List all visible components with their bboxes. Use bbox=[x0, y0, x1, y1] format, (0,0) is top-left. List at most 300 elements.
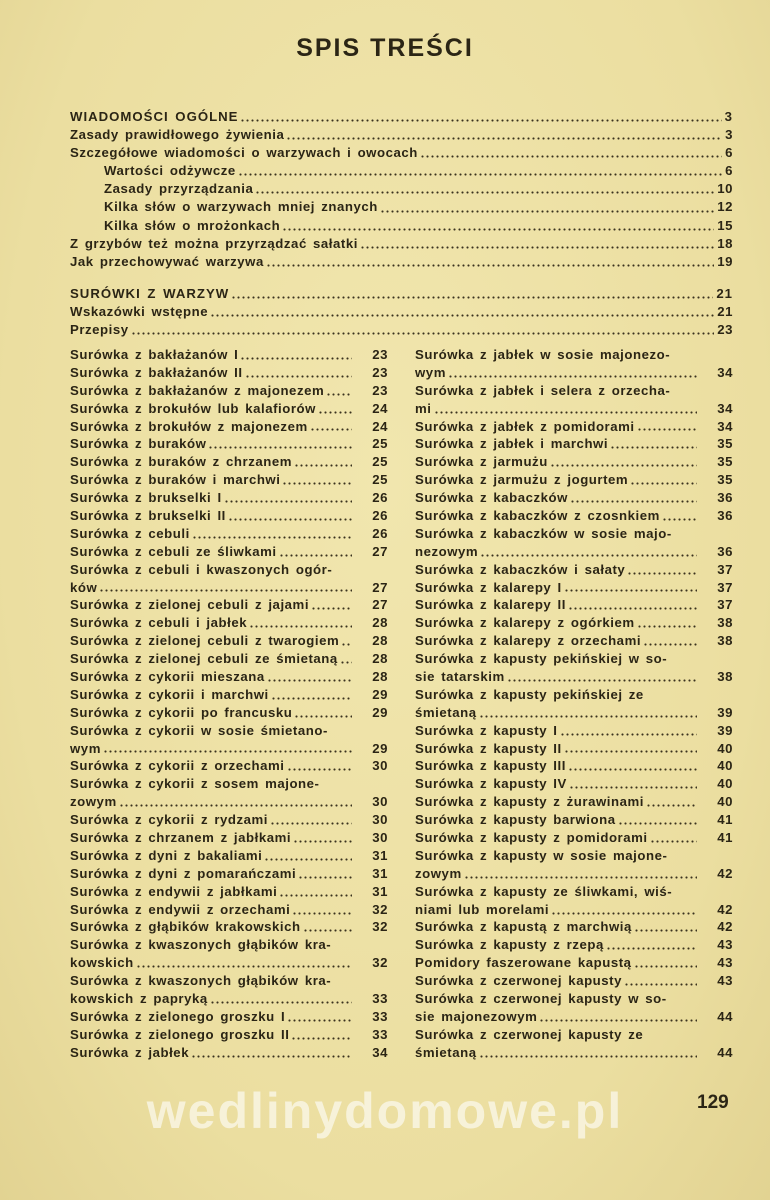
entry-page: 33 bbox=[372, 1026, 388, 1042]
toc-entry bbox=[415, 1026, 733, 1044]
section-gap bbox=[70, 271, 733, 285]
dot-leader bbox=[479, 1048, 697, 1058]
entry-title: Surówka z kabaczków bbox=[415, 490, 568, 506]
entry-page: 24 bbox=[372, 418, 388, 434]
entry-page: 32 bbox=[372, 901, 388, 917]
entry-page: 30 bbox=[372, 830, 388, 846]
dot-leader bbox=[294, 708, 352, 718]
entry-title: Surówka z kwaszonych głąbików kra- bbox=[70, 973, 332, 989]
entry-title: Surówka z kapusty z żurawinami bbox=[415, 794, 644, 810]
entry-title: Surówka z jabłek i marchwi bbox=[415, 436, 609, 452]
entry-title: Surówka z kalarepy z orzechami bbox=[415, 633, 642, 649]
dot-leader bbox=[270, 815, 352, 825]
dot-leader bbox=[136, 958, 352, 968]
entry-title: Surówka z kabaczków w sosie majo- bbox=[415, 525, 672, 541]
toc-entry bbox=[70, 883, 388, 901]
entry-page: 23 bbox=[717, 322, 733, 338]
entry-title: Surówka z kapusty pekińskiej w so- bbox=[415, 651, 668, 667]
entry-title: wym bbox=[70, 740, 101, 756]
entry-title: mi bbox=[415, 400, 432, 416]
entry-page: 41 bbox=[717, 812, 733, 828]
dot-leader bbox=[271, 690, 352, 700]
toc-entry bbox=[415, 936, 733, 954]
toc-entry bbox=[70, 364, 388, 382]
dot-leader bbox=[255, 184, 714, 194]
dot-leader bbox=[448, 368, 697, 378]
toc-entry bbox=[70, 793, 388, 811]
dot-leader bbox=[341, 636, 352, 646]
entry-title: Surówka z cykorii po francusku bbox=[70, 704, 293, 720]
entry-title: Surówka z zielonej cebuli z twarogiem bbox=[70, 633, 340, 649]
entry-title: Surówka z cykorii i marchwi bbox=[70, 686, 269, 702]
dot-leader bbox=[99, 582, 352, 592]
entry-page: 10 bbox=[717, 181, 733, 197]
entry-page: 37 bbox=[717, 561, 733, 577]
entry-page: 35 bbox=[717, 436, 733, 452]
entry-title: Surówka z jarmużu z jogurtem bbox=[415, 472, 629, 488]
toc-entry bbox=[415, 453, 733, 471]
entry-title: wym bbox=[415, 364, 446, 380]
dot-leader bbox=[340, 654, 352, 664]
entry-page: 34 bbox=[717, 400, 733, 416]
toc-top-sections bbox=[70, 108, 733, 339]
toc-entry bbox=[415, 489, 733, 507]
entry-title: sie majonezowym bbox=[415, 1008, 538, 1024]
entry-page: 19 bbox=[717, 253, 733, 269]
toc-entry bbox=[70, 217, 733, 235]
entry-page: 35 bbox=[717, 472, 733, 488]
dot-leader bbox=[606, 940, 697, 950]
toc-entry bbox=[415, 579, 733, 597]
dot-leader bbox=[249, 618, 352, 628]
toc-entry bbox=[415, 1008, 733, 1026]
entry-page: 3 bbox=[725, 127, 733, 143]
toc-entry bbox=[70, 144, 733, 162]
toc-entry bbox=[70, 346, 388, 364]
entry-title: Surówka z zielonego groszku I bbox=[70, 1008, 286, 1024]
dot-leader bbox=[131, 325, 715, 335]
toc-entry bbox=[415, 740, 733, 758]
dot-leader bbox=[303, 922, 352, 932]
toc-entry bbox=[415, 829, 733, 847]
toc-entry bbox=[415, 901, 733, 919]
dot-leader bbox=[287, 761, 352, 771]
entry-title: Przepisy bbox=[70, 322, 129, 338]
dot-leader bbox=[318, 404, 352, 414]
toc-entry bbox=[70, 1008, 388, 1026]
toc-entry bbox=[415, 525, 733, 543]
toc-entry bbox=[70, 579, 388, 597]
entry-title: zowym bbox=[415, 865, 462, 881]
entry-page: 25 bbox=[372, 472, 388, 488]
toc-entry bbox=[415, 668, 733, 686]
dot-leader bbox=[568, 600, 697, 610]
toc-entry bbox=[415, 811, 733, 829]
entry-page: 31 bbox=[372, 865, 388, 881]
entry-title: Surówka z bakłażanów II bbox=[70, 364, 243, 380]
entry-page: 27 bbox=[372, 597, 388, 613]
toc-entry bbox=[415, 919, 733, 937]
entry-page: 39 bbox=[717, 704, 733, 720]
entry-title: Surówka z kapusty III bbox=[415, 758, 566, 774]
dot-leader bbox=[550, 457, 697, 467]
toc-entry bbox=[70, 1044, 388, 1062]
entry-page: 18 bbox=[717, 235, 733, 251]
toc-entry bbox=[415, 990, 733, 1008]
entry-title: Surówka z brukselki II bbox=[70, 508, 226, 523]
toc-entry bbox=[70, 775, 388, 793]
dot-leader bbox=[551, 905, 697, 915]
entry-page: 32 bbox=[372, 919, 388, 935]
entry-page: 44 bbox=[717, 1044, 733, 1060]
toc-entry bbox=[70, 543, 388, 561]
toc-entry bbox=[70, 253, 733, 271]
dot-leader bbox=[279, 887, 352, 897]
entry-page: 30 bbox=[372, 812, 388, 828]
entry-page: 6 bbox=[725, 163, 733, 179]
dot-leader bbox=[326, 386, 352, 396]
entry-page: 23 bbox=[372, 382, 388, 398]
toc-entry bbox=[70, 525, 388, 543]
entry-page: 35 bbox=[717, 454, 733, 470]
toc-entry bbox=[70, 936, 388, 954]
toc-entry bbox=[415, 435, 733, 453]
dot-leader bbox=[208, 439, 352, 449]
dot-leader bbox=[298, 869, 352, 879]
entry-title: Surówka z jarmużu bbox=[415, 454, 548, 470]
entry-title: Surówka z kapustą z marchwią bbox=[415, 919, 632, 935]
dot-leader bbox=[568, 761, 697, 771]
entry-title: Zasady przyrządzania bbox=[104, 181, 254, 197]
dot-leader bbox=[238, 166, 722, 176]
entry-title: Surówka z kalarepy I bbox=[415, 579, 562, 595]
entry-page: 34 bbox=[372, 1044, 388, 1060]
entry-title: Surówka z czerwonej kapusty ze bbox=[415, 1026, 644, 1042]
dot-leader bbox=[637, 421, 697, 431]
entry-page: 26 bbox=[372, 525, 388, 541]
entry-page: 27 bbox=[372, 543, 388, 559]
entry-title: Surówka z chrzanem z jabłkami bbox=[70, 830, 292, 846]
entry-page: 41 bbox=[717, 830, 733, 846]
entry-title: Surówka z jabłek i selera z orzecha- bbox=[415, 382, 671, 398]
toc-entry bbox=[70, 198, 733, 216]
dot-leader bbox=[480, 547, 697, 557]
entry-page: 31 bbox=[372, 847, 388, 863]
entry-title: Surówka z kapusty z rzepą bbox=[415, 937, 604, 953]
toc-entry bbox=[415, 650, 733, 668]
entry-page: 44 bbox=[717, 1008, 733, 1024]
dot-leader bbox=[479, 708, 697, 718]
entry-page: 32 bbox=[372, 955, 388, 971]
dot-leader bbox=[282, 221, 714, 231]
entry-title: Surówka z kalarepy II bbox=[415, 597, 566, 613]
dot-leader bbox=[634, 958, 697, 968]
dot-leader bbox=[287, 1012, 352, 1022]
toc-entry bbox=[415, 614, 733, 632]
entry-page: 40 bbox=[717, 776, 733, 792]
entry-page: 21 bbox=[717, 303, 733, 319]
entry-page: 28 bbox=[372, 651, 388, 667]
entry-page: 27 bbox=[372, 579, 388, 595]
toc-entry bbox=[70, 235, 733, 253]
entry-title: Surówka z dyni z bakaliami bbox=[70, 847, 263, 863]
entry-title: Surówka z zielonego groszku II bbox=[70, 1026, 290, 1042]
toc-entry bbox=[415, 722, 733, 740]
dot-leader bbox=[564, 582, 697, 592]
entry-page: 29 bbox=[372, 704, 388, 720]
entry-page: 26 bbox=[372, 490, 388, 506]
page-number: 129 bbox=[697, 1092, 729, 1113]
dot-leader bbox=[282, 475, 352, 485]
dot-leader bbox=[240, 350, 352, 360]
entry-page: 42 bbox=[717, 901, 733, 917]
entry-page: 43 bbox=[717, 937, 733, 953]
entry-page: 42 bbox=[717, 865, 733, 881]
toc-entry bbox=[70, 650, 388, 668]
dot-leader bbox=[310, 421, 352, 431]
toc-entry bbox=[415, 757, 733, 775]
dot-leader bbox=[279, 547, 352, 557]
toc-entry bbox=[415, 954, 733, 972]
toc-entry bbox=[70, 614, 388, 632]
page-title: SPIS TREŚCI bbox=[296, 34, 474, 62]
dot-leader bbox=[634, 922, 697, 932]
toc-entry bbox=[70, 811, 388, 829]
dot-leader bbox=[210, 994, 352, 1004]
entry-title: Surówka z kapusty I bbox=[415, 722, 558, 738]
toc-entry bbox=[70, 919, 388, 937]
entry-title: Surówka z kwaszonych głąbików kra- bbox=[70, 937, 332, 953]
entry-title: Surówka z buraków z chrzanem bbox=[70, 454, 292, 470]
toc-entry bbox=[70, 489, 388, 507]
toc-entry bbox=[415, 418, 733, 436]
toc-left-column bbox=[70, 346, 388, 1062]
entry-page: 23 bbox=[372, 346, 388, 362]
dot-leader bbox=[380, 203, 714, 213]
dot-leader bbox=[224, 493, 352, 503]
dot-leader bbox=[618, 815, 697, 825]
entry-title: Surówka z endywii z jabłkami bbox=[70, 883, 278, 899]
entry-title: Surówka z kapusty w sosie majone- bbox=[415, 847, 668, 863]
entry-title: Surówka z endywii z orzechami bbox=[70, 901, 291, 917]
entry-page: 29 bbox=[372, 686, 388, 702]
entry-title: Kilka słów o mrożonkach bbox=[104, 217, 281, 233]
toc-entry bbox=[70, 901, 388, 919]
dot-leader bbox=[507, 672, 697, 682]
dot-leader bbox=[420, 148, 722, 158]
dot-leader bbox=[245, 368, 352, 378]
dot-leader bbox=[624, 976, 697, 986]
entry-title: Surówka z brukselki I bbox=[70, 490, 222, 506]
entry-title: Surówka z czerwonej kapusty bbox=[415, 973, 623, 989]
entry-page: 42 bbox=[717, 919, 733, 935]
dot-leader bbox=[564, 743, 697, 753]
toc-entry bbox=[415, 847, 733, 865]
entry-title: Surówka z jabłek bbox=[70, 1044, 190, 1060]
toc-entry bbox=[415, 346, 733, 364]
toc-entry bbox=[415, 561, 733, 579]
entry-title: Surówka z cykorii z rydzami bbox=[70, 812, 269, 828]
toc-entry bbox=[415, 883, 733, 901]
dot-leader bbox=[210, 307, 714, 317]
toc-entry bbox=[415, 865, 733, 883]
entry-page: 28 bbox=[372, 615, 388, 631]
entry-title: Surówka z buraków i marchwi bbox=[70, 472, 281, 488]
toc-entry bbox=[70, 990, 388, 1008]
entry-title: nezowym bbox=[415, 543, 479, 559]
entry-page: 36 bbox=[717, 508, 733, 523]
toc-entry bbox=[70, 303, 733, 321]
entry-title: Surówka z zielonej cebuli z jajami bbox=[70, 597, 310, 613]
entry-title: Szczegółowe wiadomości o warzywach i owocach bbox=[70, 145, 418, 161]
entry-page: 30 bbox=[372, 758, 388, 774]
watermark: wedlinydomowe.pl bbox=[146, 1083, 624, 1139]
entry-title: Surówka z cykorii z sosem majone- bbox=[70, 776, 320, 792]
dot-leader bbox=[293, 833, 352, 843]
entry-title: Surówka z jabłek w sosie majonezo- bbox=[415, 346, 671, 362]
toc-entry bbox=[70, 180, 733, 198]
entry-page: 37 bbox=[717, 579, 733, 595]
entry-page: 38 bbox=[717, 615, 733, 631]
entry-title: Kilka słów o warzywach mniej znanych bbox=[104, 199, 378, 215]
entry-title: śmietaną bbox=[415, 704, 477, 720]
toc-entry bbox=[70, 162, 733, 180]
dot-leader bbox=[266, 257, 714, 267]
toc-entry bbox=[70, 382, 388, 400]
entry-title: Surówka z jabłek z pomidorami bbox=[415, 418, 635, 434]
entry-title: SURÓWKI Z WARZYW bbox=[70, 285, 230, 301]
entry-page: 23 bbox=[372, 364, 388, 380]
entry-title: Surówka z cebuli ze śliwkami bbox=[70, 543, 277, 559]
entry-page: 36 bbox=[717, 543, 733, 559]
entry-page: 28 bbox=[372, 633, 388, 649]
dot-leader bbox=[228, 511, 352, 521]
entry-page: 36 bbox=[717, 490, 733, 506]
entry-page: 34 bbox=[717, 418, 733, 434]
entry-title: Surówka z bakłażanów I bbox=[70, 346, 239, 362]
entry-title: Zasady prawidłowego żywienia bbox=[70, 127, 285, 143]
entry-title: Surówka z kabaczków z czosnkiem bbox=[415, 508, 660, 523]
toc-entry bbox=[70, 632, 388, 650]
dot-leader bbox=[311, 600, 352, 610]
dot-leader bbox=[291, 1030, 352, 1040]
entry-title: Surówka z brokułów lub kalafiorów bbox=[70, 400, 316, 416]
entry-title: Surówka z bakłażanów z majonezem bbox=[70, 382, 325, 398]
dot-leader bbox=[662, 511, 697, 521]
toc-entry bbox=[415, 972, 733, 990]
dot-leader bbox=[539, 1012, 697, 1022]
toc-entry bbox=[415, 1044, 733, 1062]
entry-title: Surówka z cebuli bbox=[70, 525, 190, 541]
entry-page: 43 bbox=[717, 955, 733, 971]
entry-page: 25 bbox=[372, 454, 388, 470]
toc-entry bbox=[70, 418, 388, 436]
dot-leader bbox=[464, 869, 697, 879]
toc-entry bbox=[70, 740, 388, 758]
dot-leader bbox=[650, 833, 697, 843]
toc-entry bbox=[70, 507, 388, 525]
entry-title: Surówka z kabaczków i sałaty bbox=[415, 561, 626, 577]
entry-page: 34 bbox=[717, 364, 733, 380]
entry-title: Surówka z kapusty barwiona bbox=[415, 812, 616, 828]
toc-entry bbox=[415, 507, 733, 525]
toc-entry bbox=[70, 596, 388, 614]
toc-entry bbox=[70, 668, 388, 686]
toc-entry bbox=[70, 108, 733, 126]
entry-page: 43 bbox=[717, 973, 733, 989]
entry-title: WIADOMOŚCI OGÓLNE bbox=[70, 109, 239, 124]
entry-page: 26 bbox=[372, 508, 388, 523]
dot-leader bbox=[292, 905, 352, 915]
entry-page: 37 bbox=[717, 597, 733, 613]
entry-page: 21 bbox=[716, 285, 733, 301]
entry-page: 12 bbox=[717, 199, 733, 215]
entry-page: 39 bbox=[717, 722, 733, 738]
entry-title: Surówka z cykorii mieszana bbox=[70, 669, 265, 685]
toc-entry bbox=[70, 126, 733, 144]
dot-leader bbox=[637, 618, 697, 628]
dot-leader bbox=[103, 743, 352, 753]
entry-page: 28 bbox=[372, 669, 388, 685]
toc-entry bbox=[70, 704, 388, 722]
entry-page: 33 bbox=[372, 991, 388, 1007]
dot-leader bbox=[570, 493, 697, 503]
toc-entry bbox=[415, 364, 733, 382]
toc-entry bbox=[415, 775, 733, 793]
dot-leader bbox=[192, 529, 352, 539]
entry-title: ków bbox=[70, 579, 98, 595]
toc-entry bbox=[70, 829, 388, 847]
entry-title: Surówka z buraków bbox=[70, 436, 207, 452]
toc-right-column bbox=[415, 346, 733, 1062]
toc-entry bbox=[70, 757, 388, 775]
toc-entry bbox=[70, 972, 388, 990]
entry-title: Surówka z kalarepy z ogórkiem bbox=[415, 615, 635, 631]
entry-title: Surówka z kapusty z pomidorami bbox=[415, 830, 648, 846]
toc-entry bbox=[415, 471, 733, 489]
dot-leader bbox=[286, 130, 722, 140]
dot-leader bbox=[646, 797, 697, 807]
dot-leader bbox=[560, 726, 697, 736]
toc-entry bbox=[415, 543, 733, 561]
dot-leader bbox=[119, 797, 352, 807]
dot-leader bbox=[264, 851, 352, 861]
entry-title: zowym bbox=[70, 794, 117, 810]
dot-leader bbox=[267, 672, 352, 682]
toc-entry bbox=[70, 561, 388, 579]
dot-leader bbox=[240, 112, 721, 122]
entry-page: 25 bbox=[372, 436, 388, 452]
entry-title: Jak przechowywać warzywa bbox=[70, 253, 264, 269]
toc-entry bbox=[415, 704, 733, 722]
entry-page: 40 bbox=[717, 740, 733, 756]
entry-title: Surówka z zielonej cebuli ze śmietaną bbox=[70, 651, 338, 667]
entry-title: sie tatarskim bbox=[415, 669, 505, 685]
entry-page: 6 bbox=[725, 145, 733, 161]
dot-leader bbox=[610, 439, 697, 449]
entry-page: 40 bbox=[717, 758, 733, 774]
dot-leader bbox=[643, 636, 697, 646]
entry-title: Wskazówki wstępne bbox=[70, 303, 209, 319]
toc-entry bbox=[415, 382, 733, 400]
entry-page: 38 bbox=[717, 633, 733, 649]
toc-entry bbox=[70, 453, 388, 471]
entry-page: 30 bbox=[372, 794, 388, 810]
entry-page: 40 bbox=[717, 794, 733, 810]
dot-leader bbox=[231, 289, 713, 299]
dot-leader bbox=[627, 565, 697, 575]
dot-leader bbox=[630, 475, 697, 485]
